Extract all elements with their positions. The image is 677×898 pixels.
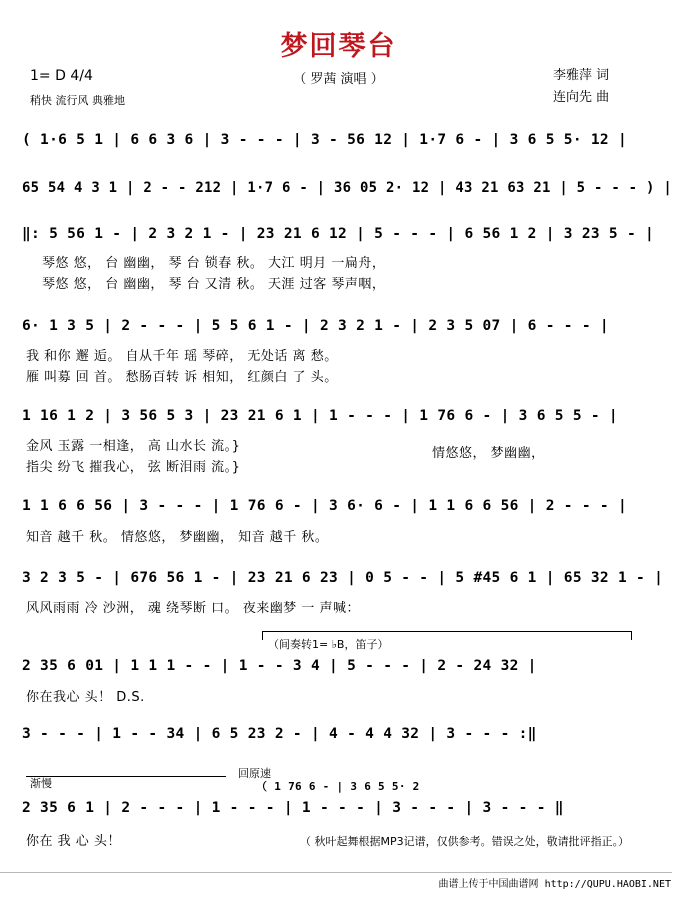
score-system-5-lyrics-verse2: 指尖 纷飞 摧我心， 弦 断泪雨 流。} xyxy=(26,460,241,475)
score-system-3-lyrics-verse2: 琴悠 悠， 台 幽幽， 琴 台 又清 秋。 天涯 过客 琴声咽， xyxy=(42,277,386,292)
score-system-5-lyrics-verse1: 金风 玉露 一相逢， 高 山水长 流。} xyxy=(26,439,241,454)
score-system-9-notes: 3 - - - | 1 - - 34 | 6 5 23 2 - | 4 - 4 4 32 | 3 - - - :‖ xyxy=(22,726,537,742)
score-system-5-notes: 1 16 1 2 | 3 56 5 3 | 23 21 6 1 | 1 - - - | 1 76 6 - | 3 6 5 5 - | xyxy=(22,408,618,424)
score-system-3-notes: ‖: 5 56 1 - | 2 3 2 1 - | 23 21 6 12 | 5 - - - | 6 56 1 2 | 3 23 5 - | xyxy=(22,226,655,242)
score-system-8-lyrics: 你在我心 头！ D.S. xyxy=(26,690,145,705)
composer-credit: 连向先 曲 xyxy=(553,90,610,105)
key-signature: 1= D 4/4 xyxy=(30,68,93,84)
lyricist-credit: 李雅萍 词 xyxy=(553,68,610,83)
site-footer-watermark: 曲谱上传于中国曲谱网 http://QUPU.HAOBI.NET xyxy=(438,879,671,890)
score-system-4-lyrics-verse1: 我 和你 邂 逅。 自从千年 瑶 琴碎， 无处话 离 愁。 xyxy=(26,349,338,364)
footer-divider xyxy=(0,872,672,873)
score-system-7-lyrics: 风风雨雨 冷 沙洲， 魂 绕琴断 口。 夜来幽梦 一 声喊： xyxy=(26,601,361,616)
coda-line: （ 1 76 6 - | 3 6 5 5· 2 xyxy=(256,780,420,793)
score-system-6-notes: 1 1 6 6 56 | 3 - - - | 1 76 6 - | 3 6· 6 - | 1 1 6 6 56 | 2 - - - | xyxy=(22,498,627,514)
first-ending-bracket xyxy=(26,776,226,777)
score-system-6-lyrics: 知音 越千 秋。 情悠悠， 梦幽幽， 知音 越千 秋。 xyxy=(26,530,329,545)
tempo-marking: 稍快 流行风 典雅地 xyxy=(30,94,125,107)
score-system-2-notes: 65 54 4 3 1 | 2 - - 212 | 1·7 6 - | 36 05 2· 12 | 43 21 63 21 | 5 - - - ) | xyxy=(22,180,672,196)
ritardando-marking: 渐慢 xyxy=(30,777,52,790)
performer-line: （ 罗茜 演唱 ） xyxy=(293,72,384,87)
score-system-4-notes: 6· 1 3 5 | 2 - - - | 5 5 6 1 - | 2 3 2 1 - | 2 3 5 07 | 6 - - - | xyxy=(22,318,609,334)
score-system-1-notes: ( 1·6 5 1 | 6 6 3 6 | 3 - - - | 3 - 56 12 | 1·7 6 - | 3 6 5 5· 12 | xyxy=(22,132,627,148)
transcriber-note: （ 秋叶起舞根据MP3记谱，仅供参考。错误之处，敬请批评指正。） xyxy=(300,835,630,848)
score-system-3-lyrics-verse1: 琴悠 悠， 台 幽幽， 琴 台 锁春 秋。 大江 明月 一扁舟， xyxy=(42,256,386,271)
score-system-10-lyrics: 你在 我 心 头！ xyxy=(26,834,121,849)
score-system-4-lyrics-verse2: 雁 叫募 回 首。 愁肠百转 诉 相知， 红颜白 了 头。 xyxy=(26,370,338,385)
song-title: 梦回琴台 xyxy=(280,31,397,62)
interlude-marking: （间奏转1= ♭B，笛子） xyxy=(268,638,389,651)
score-system-7-notes: 3 2 3 5 - | 676 56 1 - | 23 21 6 23 | 0 5 - - | 5 #45 6 1 | 65 32 1 - | xyxy=(22,570,664,586)
a-tempo-marking: 回原速 xyxy=(238,767,271,780)
score-system-10-notes: 2 35 6 1 | 2 - - - | 1 - - - | 1 - - - | 3 - - - | 3 - - - ‖ xyxy=(22,800,564,816)
score-system-8-notes: 2 35 6 01 | 1 1 1 - - | 1 - - 3 4 | 5 - - - | 2 - 24 32 | xyxy=(22,658,537,674)
score-system-5-lyrics-refrain: 情悠悠， 梦幽幽， xyxy=(432,446,545,461)
